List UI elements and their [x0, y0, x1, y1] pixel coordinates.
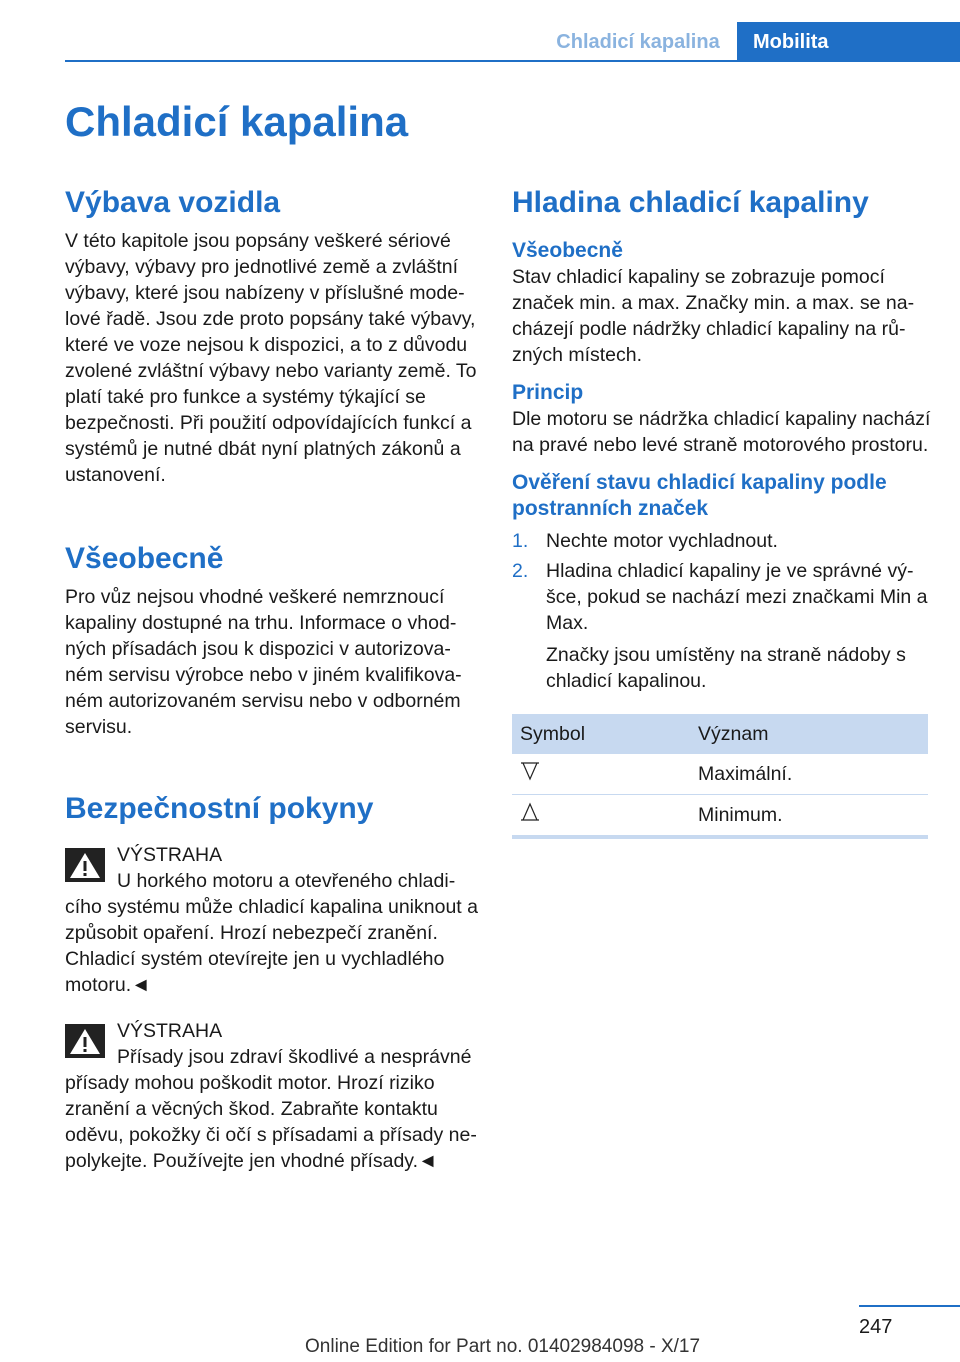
check-note: Značky jsou umístěny na straně nádoby s chladicí kapalinou.: [546, 644, 906, 692]
level-general-heading: Všeobecně: [512, 239, 623, 262]
table-cell: Maximální.: [690, 754, 928, 795]
table-cell: [512, 795, 690, 838]
level-general-text: Stav chladicí kapaliny se zobrazuje pomocí značek min. a max. Značky min. a max. se nacházejí podle nádržky chladicí kapaliny na různých místech.: [512, 266, 915, 366]
header-section-title: Chladicí kapalina: [556, 31, 720, 53]
warning-triangle-icon: [65, 1024, 105, 1058]
check-steps: [512, 528, 932, 636]
header-rule: [65, 60, 960, 62]
table-header-cell: Symbol: [512, 714, 690, 754]
right-column: [512, 184, 932, 839]
step-text: Nechte motor vychladnout.: [546, 530, 778, 552]
list-item: [512, 558, 932, 636]
warning-block: [65, 842, 479, 998]
general-text: Pro vůz nejsou vhodné veškeré nemrznoucí kapaliny dostupné na trhu. Informace o vhodných přísadách jsou k dispozici v autorizovaném servisu výrobce nebo v jiném kvalifikovaném autorizovaném servisu nebo v odborném servisu.: [65, 586, 462, 738]
table-header-row: [512, 714, 928, 754]
general-heading: Všeobecně: [65, 542, 224, 575]
warning-label: VÝSTRAHA: [117, 844, 223, 866]
coolant-level-heading: Hladina chladicí kapaliny: [512, 186, 869, 219]
header-chapter-tab: Mobilita: [737, 22, 960, 62]
warning-text: Přísady jsou zdraví škodlivé a nesprávné přísady mohou poškodit motor. Hrozí riziko zranění a věcných škod. Zabraňte kontaktu oděvu, pokožky či očí s přísadami a přísady nepolykejte. Používejte jen vhodné přísady.◄: [65, 1046, 477, 1172]
table-row: [512, 754, 928, 795]
table-header-cell: Význam: [690, 714, 928, 754]
footer-rule: [859, 1305, 960, 1307]
equipment-heading: Výbava vozidla: [65, 186, 281, 219]
equipment-text: V této kapitole jsou popsány veškeré sériové výbavy, výbavy pro jednotlivé země a zvláštní výbavy, které jsou nabízeny v příslušné modelové řadě. Jsou zde proto popsány také výbavy, které ve voze nejsou k dispozici, a to z důvodu zvolené zvláštní výbavy nebo varianty země. To platí také pro funkce a systémy týkající se bezpečnosti. Při použití odpovídajících funkcí a systémů je nutné dbát nyní platných zákonů a ustanovení.: [65, 230, 477, 486]
symbol-table: [512, 714, 928, 839]
left-column: [65, 184, 479, 1174]
footer-edition-text: Online Edition for Part no. 01402984098 - X/17: [305, 1336, 701, 1357]
safety-heading: Bezpečnostní pokyny: [65, 792, 374, 825]
min-mark-icon: [520, 802, 540, 822]
max-mark-icon: [520, 761, 540, 781]
step-number: 1.: [512, 530, 529, 552]
warning-text: U horkého motoru a otevřeného chladicího systému může chladicí kapalina uniknout a způsobit opaření. Hrozí nebezpečí zranění. Chladicí systém otevírejte jen u vychladlého motoru.◄: [65, 870, 478, 996]
warning-label: VÝSTRAHA: [117, 1020, 223, 1042]
list-item: [512, 528, 932, 554]
step-text: Hladina chladicí kapaliny je ve správné výšce, pokud se nachází mezi značkami Min a Max.: [546, 560, 928, 634]
step-number: 2.: [512, 560, 529, 582]
page-number: 247: [859, 1316, 893, 1338]
check-heading: Ověření stavu chladicí kapaliny podle postranních značek: [512, 471, 887, 520]
page-title: Chladicí kapalina: [65, 98, 409, 145]
principle-heading: Princip: [512, 381, 584, 404]
principle-text: Dle motoru se nádržka chladicí kapaliny nachází na pravé nebo levé straně motorového prostoru.: [512, 408, 931, 456]
warning-triangle-icon: [65, 848, 105, 882]
table-cell: Minimum.: [690, 795, 928, 838]
table-cell: [512, 754, 690, 795]
warning-block: [65, 1018, 479, 1174]
table-row: [512, 795, 928, 838]
